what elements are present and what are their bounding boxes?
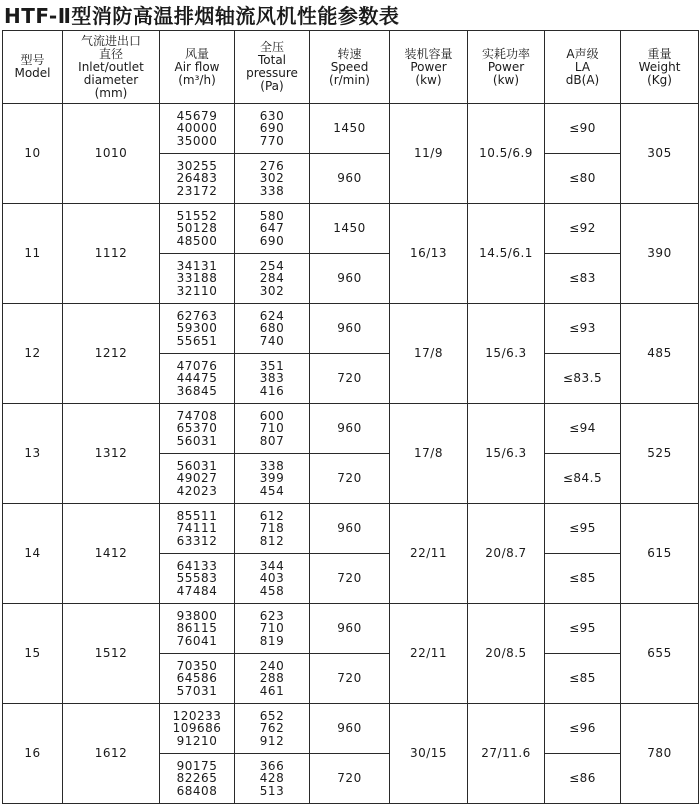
power-consumption-cell: 10.5/6.9 xyxy=(468,104,545,204)
airflow-value: 56031 xyxy=(176,459,218,474)
pressure-value: 612 xyxy=(259,509,285,524)
header-diameter-line: 直径 xyxy=(98,46,123,61)
fan-performance-table xyxy=(2,30,699,804)
header-model xyxy=(3,31,63,104)
airflow-value: 33188 xyxy=(176,271,218,286)
header-sound-line: A声级 xyxy=(566,46,599,61)
diameter-cell: 1412 xyxy=(63,504,160,604)
header-weight-line: (Kg) xyxy=(647,72,672,87)
speed-cell: 960 xyxy=(310,254,390,304)
airflow-value: 56031 xyxy=(176,433,218,448)
airflow-cell xyxy=(160,654,235,704)
power-capacity-cell: 22/11 xyxy=(390,604,468,704)
airflow-value: 50128 xyxy=(176,221,218,236)
speed-cell: 960 xyxy=(310,704,390,754)
airflow-value: 26483 xyxy=(176,171,218,186)
airflow-value: 85511 xyxy=(176,509,218,524)
header-row xyxy=(3,31,699,104)
power-capacity-cell: 22/11 xyxy=(390,504,468,604)
sound-level-cell: ≤85 xyxy=(545,654,621,704)
airflow-value: 76041 xyxy=(176,633,218,648)
pressure-value: 652 xyxy=(259,709,285,724)
power-consumption-cell: 27/11.6 xyxy=(468,704,545,804)
power-capacity-cell: 17/8 xyxy=(390,404,468,504)
header-sound-line: LA xyxy=(574,59,591,74)
airflow-value: 32110 xyxy=(176,283,218,298)
pressure-value: 740 xyxy=(259,333,285,348)
airflow-value: 40000 xyxy=(176,121,218,136)
speed-cell: 1450 xyxy=(310,104,390,154)
pressure-value: 399 xyxy=(259,471,285,486)
airflow-value: 62763 xyxy=(176,309,218,324)
sound-level-cell: ≤96 xyxy=(545,704,621,754)
airflow-value: 49027 xyxy=(176,471,218,486)
airflow-cell xyxy=(160,354,235,404)
pressure-value: 710 xyxy=(259,421,285,436)
header-speed-line: Speed xyxy=(330,59,369,74)
airflow-value: 70350 xyxy=(176,659,218,674)
speed-cell: 720 xyxy=(310,454,390,504)
airflow-cell xyxy=(160,604,235,654)
airflow-value: 59300 xyxy=(176,321,218,336)
power-capacity-cell: 30/15 xyxy=(390,704,468,804)
model-cell: 10 xyxy=(3,104,63,204)
airflow-value: 91210 xyxy=(176,733,218,748)
pressure-value: 690 xyxy=(259,233,285,248)
airflow-value: 74111 xyxy=(176,521,218,536)
pressure-value: 513 xyxy=(259,783,285,798)
airflow-value: 47076 xyxy=(176,359,218,374)
sound-level-cell: ≤95 xyxy=(545,504,621,554)
header-weight-line: 重量 xyxy=(647,46,672,61)
airflow-value: 55651 xyxy=(176,333,218,348)
header-power_use-line: (kw) xyxy=(492,72,520,87)
speed-cell: 960 xyxy=(310,604,390,654)
airflow-cell xyxy=(160,754,235,804)
airflow-cell xyxy=(160,454,235,504)
power-consumption-cell: 15/6.3 xyxy=(468,404,545,504)
airflow-value: 35000 xyxy=(176,133,218,148)
header-diameter-line: 气流进出口 xyxy=(80,33,141,48)
pressure-value: 344 xyxy=(259,559,285,574)
airflow-cell xyxy=(160,104,235,154)
speed-cell: 960 xyxy=(310,404,390,454)
airflow-value: 36845 xyxy=(176,383,218,398)
table-row xyxy=(3,404,699,454)
power-consumption-cell: 15/6.3 xyxy=(468,304,545,404)
header-pressure-line: (Pa) xyxy=(260,79,284,93)
airflow-value: 93800 xyxy=(176,609,218,624)
airflow-value: 30255 xyxy=(176,159,218,174)
pressure-value: 807 xyxy=(259,433,285,448)
pressure-cell xyxy=(235,604,310,654)
header-speed xyxy=(310,31,390,104)
pressure-cell xyxy=(235,304,310,354)
pressure-value: 623 xyxy=(259,609,285,624)
airflow-value: 42023 xyxy=(176,483,218,498)
header-airflow-line: (m³/h) xyxy=(178,72,216,87)
header-power_use-line: Power xyxy=(487,59,525,74)
pressure-value: 647 xyxy=(259,221,285,236)
airflow-cell xyxy=(160,154,235,204)
airflow-cell xyxy=(160,404,235,454)
table-row xyxy=(3,104,699,154)
sound-level-cell: ≤90 xyxy=(545,104,621,154)
pressure-value: 254 xyxy=(259,259,285,274)
pressure-value: 718 xyxy=(259,521,285,536)
speed-cell: 720 xyxy=(310,554,390,604)
model-cell: 16 xyxy=(3,704,63,804)
header-weight xyxy=(621,31,699,104)
page-title: HTF-Ⅱ型消防高温排烟轴流风机性能参数表 xyxy=(4,4,400,28)
pressure-value: 912 xyxy=(259,733,285,748)
sound-level-cell: ≤83.5 xyxy=(545,354,621,404)
weight-cell: 305 xyxy=(621,104,699,204)
header-airflow xyxy=(160,31,235,104)
pressure-value: 819 xyxy=(259,633,285,648)
speed-cell: 720 xyxy=(310,754,390,804)
table-row xyxy=(3,704,699,754)
airflow-value: 74708 xyxy=(176,409,218,424)
header-sound-line: dB(A) xyxy=(565,72,600,87)
pressure-value: 680 xyxy=(259,321,285,336)
pressure-cell xyxy=(235,654,310,704)
table-row xyxy=(3,204,699,254)
pressure-value: 630 xyxy=(259,109,285,124)
header-power_cap-line: (kw) xyxy=(415,72,442,87)
pressure-value: 600 xyxy=(259,409,285,424)
table-row xyxy=(3,304,699,354)
airflow-cell xyxy=(160,254,235,304)
table-row xyxy=(3,604,699,654)
header-model-line: 型号 xyxy=(20,53,45,67)
model-cell: 15 xyxy=(3,604,63,704)
pressure-cell xyxy=(235,704,310,754)
pressure-value: 762 xyxy=(259,721,285,736)
weight-cell: 485 xyxy=(621,304,699,404)
power-capacity-cell: 16/13 xyxy=(390,204,468,304)
pressure-value: 624 xyxy=(259,309,285,324)
pressure-value: 416 xyxy=(259,383,285,398)
airflow-value: 47484 xyxy=(176,583,218,598)
airflow-value: 48500 xyxy=(176,233,218,248)
airflow-value: 82265 xyxy=(176,771,218,786)
pressure-value: 302 xyxy=(259,171,285,186)
power-capacity-cell: 17/8 xyxy=(390,304,468,404)
airflow-cell xyxy=(160,554,235,604)
header-pressure-line: Total xyxy=(257,53,287,67)
diameter-cell: 1010 xyxy=(63,104,160,204)
weight-cell: 655 xyxy=(621,604,699,704)
airflow-value: 65370 xyxy=(176,421,218,436)
pressure-value: 458 xyxy=(259,583,285,598)
header-speed-line: 转速 xyxy=(337,46,362,61)
header-power_use-line: 实耗功率 xyxy=(481,46,530,61)
speed-cell: 960 xyxy=(310,154,390,204)
pressure-cell xyxy=(235,154,310,204)
pressure-value: 302 xyxy=(259,283,285,298)
header-diameter-line: Inlet/outlet xyxy=(78,59,144,74)
weight-cell: 615 xyxy=(621,504,699,604)
pressure-value: 240 xyxy=(259,659,285,674)
pressure-value: 710 xyxy=(259,621,285,636)
pressure-value: 454 xyxy=(259,483,285,498)
diameter-cell: 1212 xyxy=(63,304,160,404)
header-power_cap xyxy=(390,31,468,104)
model-cell: 11 xyxy=(3,204,63,304)
header-power_cap-line: 装机容量 xyxy=(404,46,453,61)
weight-cell: 780 xyxy=(621,704,699,804)
sound-level-cell: ≤95 xyxy=(545,604,621,654)
pressure-value: 284 xyxy=(259,271,285,286)
model-cell: 13 xyxy=(3,404,63,504)
header-model-line: Model xyxy=(14,66,51,80)
airflow-value: 109686 xyxy=(172,721,222,736)
header-speed-line: (r/min) xyxy=(329,72,370,87)
airflow-value: 120233 xyxy=(172,709,222,724)
pressure-value: 580 xyxy=(259,209,285,224)
airflow-value: 55583 xyxy=(176,571,218,586)
pressure-cell xyxy=(235,404,310,454)
airflow-value: 45679 xyxy=(176,109,218,124)
power-capacity-cell: 11/9 xyxy=(390,104,468,204)
header-airflow-line: Air flow xyxy=(174,59,220,74)
speed-cell: 720 xyxy=(310,354,390,404)
header-diameter-line: (mm) xyxy=(94,85,128,100)
header-pressure xyxy=(235,31,310,104)
model-cell: 12 xyxy=(3,304,63,404)
header-airflow-line: 风量 xyxy=(184,46,209,61)
power-consumption-cell: 14.5/6.1 xyxy=(468,204,545,304)
pressure-value: 366 xyxy=(259,759,285,774)
airflow-value: 51552 xyxy=(176,209,218,224)
pressure-cell xyxy=(235,754,310,804)
pressure-value: 690 xyxy=(259,121,285,136)
airflow-cell xyxy=(160,304,235,354)
speed-cell: 960 xyxy=(310,304,390,354)
airflow-value: 68408 xyxy=(176,783,218,798)
pressure-cell xyxy=(235,504,310,554)
airflow-value: 86115 xyxy=(176,621,218,636)
sound-level-cell: ≤85 xyxy=(545,554,621,604)
pressure-value: 428 xyxy=(259,771,285,786)
pressure-value: 812 xyxy=(259,533,285,548)
speed-cell: 960 xyxy=(310,504,390,554)
header-sound xyxy=(545,31,621,104)
diameter-cell: 1112 xyxy=(63,204,160,304)
speed-cell: 720 xyxy=(310,654,390,704)
sound-level-cell: ≤92 xyxy=(545,204,621,254)
header-diameter-line: diameter xyxy=(83,72,139,87)
airflow-value: 63312 xyxy=(176,533,218,548)
table-row xyxy=(3,504,699,554)
airflow-value: 34131 xyxy=(176,259,218,274)
diameter-cell: 1612 xyxy=(63,704,160,804)
airflow-value: 64133 xyxy=(176,559,218,574)
sound-level-cell: ≤93 xyxy=(545,304,621,354)
power-consumption-cell: 20/8.7 xyxy=(468,504,545,604)
airflow-value: 90175 xyxy=(176,759,218,774)
airflow-cell xyxy=(160,504,235,554)
pressure-cell xyxy=(235,454,310,504)
pressure-value: 383 xyxy=(259,371,285,386)
airflow-value: 23172 xyxy=(176,183,218,198)
header-pressure-line: pressure xyxy=(246,66,298,80)
diameter-cell: 1512 xyxy=(63,604,160,704)
sound-level-cell: ≤84.5 xyxy=(545,454,621,504)
pressure-cell xyxy=(235,354,310,404)
pressure-cell xyxy=(235,204,310,254)
header-power_cap-line: Power xyxy=(410,59,447,74)
airflow-value: 57031 xyxy=(176,683,218,698)
pressure-value: 338 xyxy=(259,459,285,474)
header-weight-line: Weight xyxy=(638,59,681,74)
diameter-cell: 1312 xyxy=(63,404,160,504)
speed-cell: 1450 xyxy=(310,204,390,254)
airflow-value: 64586 xyxy=(176,671,218,686)
pressure-cell xyxy=(235,554,310,604)
header-power_use xyxy=(468,31,545,104)
pressure-value: 288 xyxy=(259,671,285,686)
sound-level-cell: ≤94 xyxy=(545,404,621,454)
sound-level-cell: ≤80 xyxy=(545,154,621,204)
pressure-value: 403 xyxy=(259,571,285,586)
table-body xyxy=(3,104,699,804)
airflow-value: 44475 xyxy=(176,371,218,386)
pressure-cell xyxy=(235,254,310,304)
pressure-value: 770 xyxy=(259,133,285,148)
model-cell: 14 xyxy=(3,504,63,604)
sound-level-cell: ≤83 xyxy=(545,254,621,304)
pressure-value: 276 xyxy=(259,159,285,174)
pressure-value: 338 xyxy=(259,183,285,198)
power-consumption-cell: 20/8.5 xyxy=(468,604,545,704)
airflow-cell xyxy=(160,704,235,754)
weight-cell: 390 xyxy=(621,204,699,304)
pressure-value: 461 xyxy=(259,683,285,698)
sound-level-cell: ≤86 xyxy=(545,754,621,804)
header-diameter xyxy=(63,31,160,104)
header-pressure-line: 全压 xyxy=(259,40,284,54)
airflow-cell xyxy=(160,204,235,254)
pressure-value: 351 xyxy=(259,359,285,374)
pressure-cell xyxy=(235,104,310,154)
weight-cell: 525 xyxy=(621,404,699,504)
